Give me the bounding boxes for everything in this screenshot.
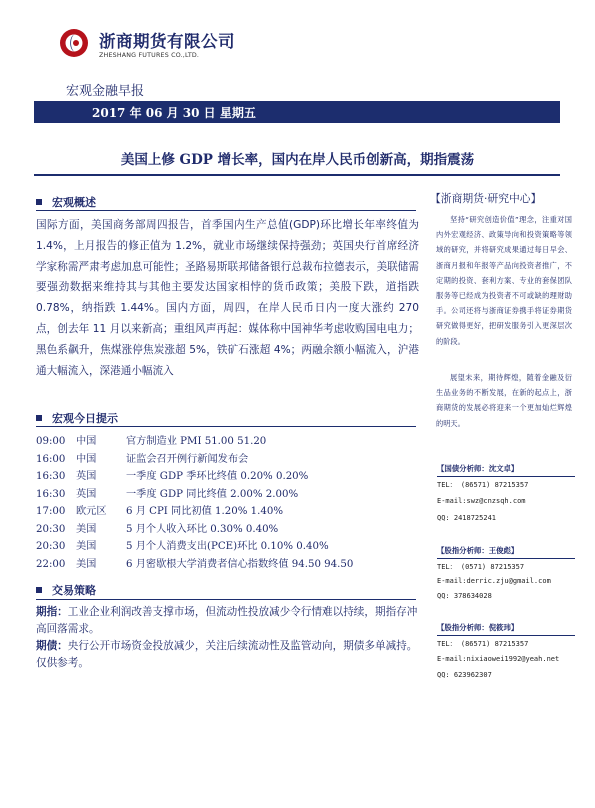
analyst-email: E-mail:nixiaowei1992@yeah.net [437, 655, 560, 663]
headline: 美国上修 GDP 增长率，国内在岸人民币创新高，期指震荡 [120, 152, 475, 168]
analyst-tel: TEL： (86571) 87215357 [437, 481, 529, 489]
square-bullet-icon [36, 415, 42, 421]
report-type: 宏观金融早报 [66, 84, 145, 99]
research-center-intro: 坚持“研究创造价值”理念，注重对国内外宏观经济、政策导向和投资策略等领域的研究，并将研究成果通过每日早会、浙商月报和年报等产品向投资者推广，不定期的投资、套利方案、专业的套保团队服务等已经成为投资者不可或缺的理财助手。公司还将与浙商证券携手将证券期货研究做得更好，把研发服务引入更深层次的阶段。 [436, 215, 572, 346]
calendar-row: 20:30 美国 5 月个人消费支出(PCE)环比 0.10% 0.40% [36, 541, 329, 552]
analyst-divider [437, 558, 575, 559]
calendar-row: 09:00 中国 官方制造业 PMI 51.00 51.20 [36, 436, 267, 447]
analyst-tel: TEL： (86571) 87215357 [437, 640, 529, 648]
strategy-divider [36, 599, 416, 600]
analyst-name: 【股指分析师：王俊彪】 [437, 546, 519, 555]
analyst-divider [437, 635, 575, 636]
calendar-divider [36, 426, 416, 427]
calendar-heading: 宏观今日提示 [36, 410, 118, 426]
research-center-title: 【浙商期货·研究中心】 [430, 192, 542, 205]
analyst-tel: TEL： (0571) 87215357 [437, 563, 525, 571]
overview-heading: 宏观概述 [36, 194, 96, 210]
headline-divider [34, 174, 560, 176]
calendar-row: 22:00 美国 6 月密歇根大学消费者信心指数终值 94.50 94.50 [36, 558, 354, 570]
strategy-heading: 交易策略 [36, 582, 96, 598]
report-date: 2017 年 06 月 30 日 星期五 [92, 106, 256, 120]
calendar-row: 16:30 英国 一季度 GDP 季环比终值 0.20% 0.20% [36, 471, 309, 482]
company-english-name: ZHESHANG FUTURES CO.,LTD. [99, 52, 200, 59]
calendar-row: 20:30 美国 5 月个人收入环比 0.30% 0.40% [36, 523, 279, 535]
analyst-email: E-mail:swz@cnzsqh.com [437, 497, 526, 505]
research-center-outlook: 展望未来，期待辉煌，随着金融及衍生品业务的不断发展，在新的起点上，浙商期货的发展必将迎来一个更加灿烂辉煌的明天。 [436, 373, 572, 428]
calendar-row: 17:00 欧元区 6 月 CPI 同比初值 1.20% 1.40% [36, 506, 284, 517]
analyst-name: 【国债分析师：沈文卓】 [437, 464, 519, 473]
overview-divider [36, 210, 416, 211]
analyst-email: E-mail:derric.zju@gmail.com [437, 577, 551, 585]
analyst-name: 【股指分析师：倪筱玮】 [437, 623, 519, 632]
calendar-row: 16:30 英国 一季度 GDP 同比终值 2.00% 2.00% [36, 488, 299, 500]
strategy-bond-futures: 期债：央行公开市场资金投放减少，关注后续流动性及监管动向，期债多单减持。仅供参考。 [36, 640, 418, 669]
strategy-index-futures: 期指：工业企业利润改善支撑市场，但流动性投放减少令行情难以持续，期指存冲高回落需求。 [36, 606, 418, 635]
analyst-qq: QQ: 623962307 [437, 671, 492, 679]
analyst-divider [437, 476, 575, 477]
company-logo-icon [58, 27, 90, 59]
square-bullet-icon [36, 199, 42, 205]
square-bullet-icon [36, 587, 42, 593]
analyst-qq: QQ: 378634028 [437, 592, 492, 600]
company-name: 浙商期货有限公司 [99, 32, 235, 51]
analyst-qq: QQ: 2418725241 [437, 514, 497, 522]
calendar-row: 16:00 中国 证监会召开例行新闻发布会 [36, 453, 249, 465]
overview-paragraph: 国际方面，美国商务部周四报告，首季国内生产总值(GDP)环比增长年率终值为 1.4%，上月报告的修正值为 1.2%，就业市场继续保持强劲；英国央行首席经济学家称需严肃考虑加息可能性；圣路易斯联邦储备银行总裁布拉德表示，美联储需要强劲数据来维持其与其他主要发达国家相悖的货币政策；美股下跌，道指跌 0.78%，纳指跌 1.44%。国内方面，周四，在岸人民币日内一度大涨约 270 点，创去年 11 月以来新高；重组风声再起：媒体称中国神华考虑收购国电电力；黑色系飙升，焦煤涨停焦炭涨超 5%，铁矿石涨超 4%；两融余额小幅流入，沪港通大幅流入，深港通小幅流入 [36, 219, 419, 377]
date-bar [34, 101, 560, 123]
